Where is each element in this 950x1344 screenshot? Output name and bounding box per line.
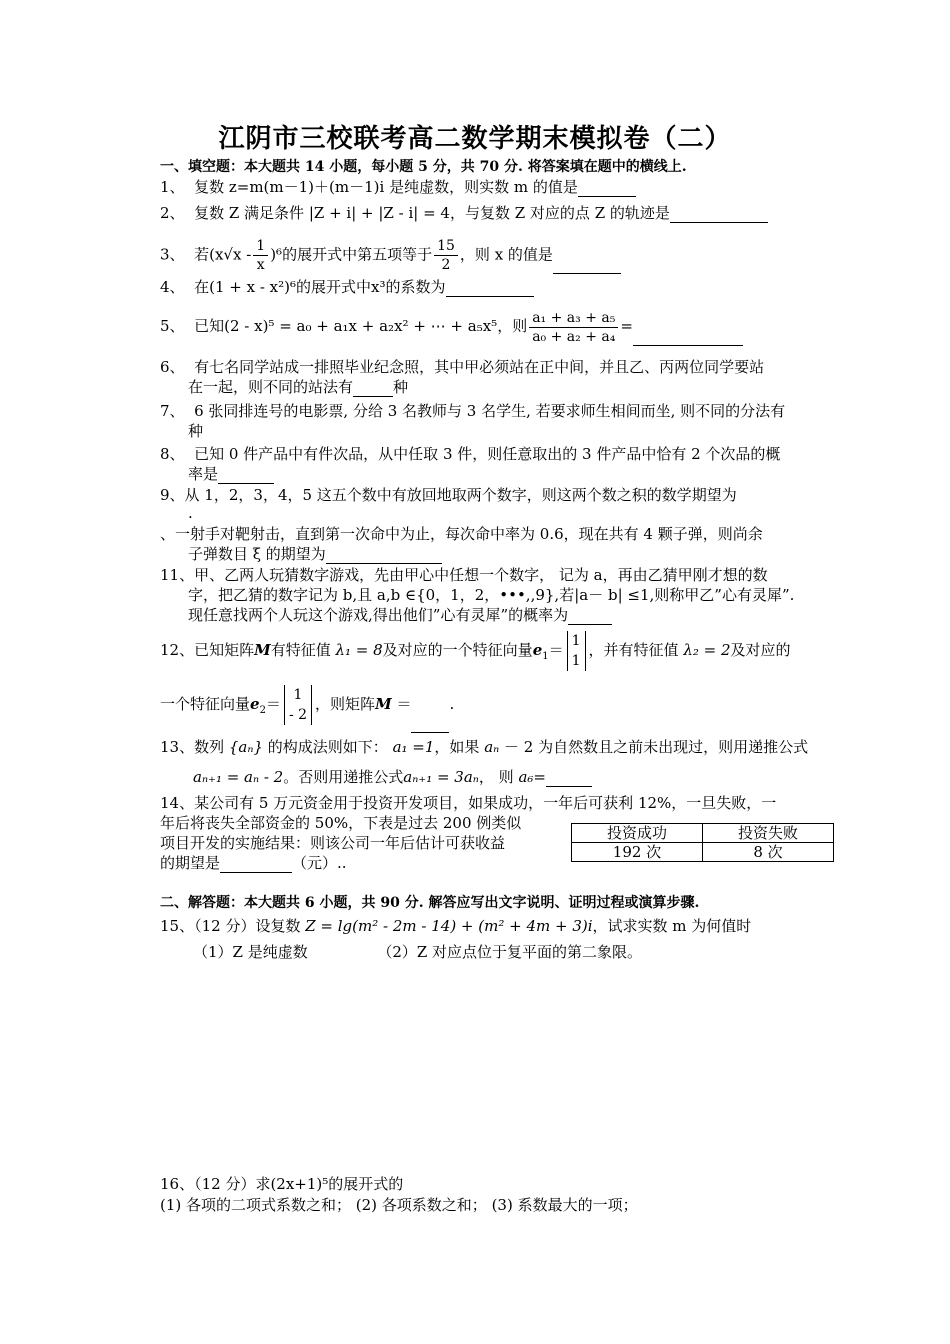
q2-blank[interactable] <box>670 206 768 223</box>
q12-vector-e1-sub: 1 <box>542 651 549 662</box>
q4-text-c: 的系数为 <box>385 278 446 296</box>
q15-text-a: 15、（12 分）设复数 <box>160 917 301 935</box>
q10-line-2: 子弹数目 ξ 的期望为 <box>188 545 326 563</box>
question-14-line2 <box>160 813 521 833</box>
section-2-header: 二、解答题：本大题共 6 小题，共 90 分. 解答应写出文字说明、证明过程或演算步骤. <box>160 895 700 911</box>
question-16 <box>160 1174 403 1194</box>
question-13 <box>160 737 808 757</box>
q3-frac-num: 1 <box>253 237 268 256</box>
question-8 <box>160 444 780 464</box>
q3-fraction <box>253 237 268 274</box>
q3-frac-den: x <box>256 257 265 273</box>
q2-text-b: ，与复数 Z 对应的点 Z 的轨迹是 <box>449 204 670 222</box>
question-2 <box>160 203 768 223</box>
table-cell: 192 次 <box>572 843 703 862</box>
section-1-header: 一、填空题：本大题共 14 小题，每小题 5 分，共 70 分. 将答案填在题中的横线上. <box>160 159 687 175</box>
question-9-cont <box>188 503 193 523</box>
q3-text-c: ，则 x 的值是 <box>459 245 553 264</box>
q13-text-b: 的构成法则如下： <box>267 738 388 756</box>
question-14-line4 <box>160 853 347 873</box>
q4-text-b: 的展开式中 <box>296 278 372 296</box>
q5-frac-num: a₁ + a₃ + a₅ <box>529 309 618 328</box>
q12-text-a: 12、已知矩阵 <box>160 641 255 659</box>
q8-line-2: 率是 <box>188 465 219 483</box>
q13-recurrence-1: aₙ₊₁ = aₙ - 2 <box>193 768 284 786</box>
question-14 <box>160 793 776 813</box>
q3-fraction-2 <box>434 237 458 274</box>
q3-number: 3、 <box>160 245 185 264</box>
q14-blank[interactable] <box>220 856 292 873</box>
q9-line-1: 9、从 1，2，3，4，5 这五个数中有放回地取两个数字，则这两个数之积的数学期望为 <box>160 486 737 504</box>
q12-text-f: 及对应的 <box>730 641 791 659</box>
q12-text-e: ，并有特征值 <box>588 641 679 659</box>
question-6-cont <box>188 377 408 397</box>
q4-term: x³ <box>371 278 386 296</box>
q7-line-2: 种 <box>188 422 204 440</box>
q1-text: 复数 z=m(m－1)＋(m－1)i 是纯虚数，则实数 m 的值是 <box>194 178 578 196</box>
q13-an: aₙ <box>484 738 500 756</box>
q12-eigenvalue-2: λ₂ = 2 <box>683 641 731 659</box>
q5-fraction <box>529 309 618 346</box>
investment-table <box>571 823 834 862</box>
q14-line-2: 年后将丧失全部资金的 50%，下表是过去 200 例类似 <box>160 814 522 832</box>
q10-blank[interactable] <box>326 547 442 564</box>
q15-expression: Z = lg(m² - 2m - 14) + (m² + 4m + 3)i <box>305 917 593 935</box>
question-11 <box>160 565 768 585</box>
q11-line-3: 现任意找两个人玩这个游戏,得出他们”心有灵犀”的概率为 <box>188 606 569 624</box>
q14-line-3: 项目开发的实施结果：则该公司一年后估计可获收益 <box>160 834 506 852</box>
q15-text-b: ，试求实数 m 为何值时 <box>592 917 752 935</box>
q15-part-2: （2）Z 对应点位于复平面的第二象限。 <box>377 943 643 961</box>
q5-expression: (2 - x)⁵ = a₀ + a₁x + a₂x² + ⋯ + a₅x⁵ <box>224 317 498 335</box>
question-9 <box>160 485 737 505</box>
table-header-cell: 投资失败 <box>703 824 834 843</box>
q12-matrix-2 <box>284 685 312 725</box>
q16-line-2: (1) 各项的二项式系数之和； (2) 各项系数之和； (3) 系数最大的一项； <box>160 1196 638 1214</box>
q6-line-2-end: 种 <box>393 378 409 396</box>
q6-line-2: 在一起，则不同的站法有 <box>188 378 354 396</box>
q10-line-1: 、一射手对靶射击，直到第一次命中为止，每次命中率为 0.6，现在共有 4 颗子弹，则尚余 <box>160 525 763 543</box>
table-cell: 8 次 <box>703 843 834 862</box>
question-5 <box>160 308 743 346</box>
q12-m1-top: 1 <box>571 633 581 649</box>
question-10-cont <box>188 544 442 564</box>
question-13-cont <box>193 767 592 787</box>
q12-vector-e2: e <box>250 695 260 713</box>
q6-number: 6、 <box>160 358 185 376</box>
q11-line-2: 字，把乙猜的数字记为 b,且 a,b ∈{0，1，2，•••,,9},若|a－ b| ≤1,则称甲乙”心有灵犀”. <box>188 586 795 604</box>
q12-eigenvalue-1: λ₁ = 8 <box>335 641 383 659</box>
q13-sequence: {aₙ} <box>228 738 263 756</box>
q12-blank[interactable] <box>411 716 449 733</box>
q3-expression: (x√x - <box>209 245 252 264</box>
q13-text-a: 13、数列 <box>160 738 225 756</box>
q12-eq-3: ＝ <box>396 695 412 713</box>
q6-line-1: 有七名同学站成一排照毕业纪念照，其中甲必须站在正中间，并且乙、丙两位同学要站 <box>194 358 765 376</box>
q5-frac-den: a₀ + a₂ + a₄ <box>532 328 616 345</box>
q13-recurrence-2: aₙ₊₁ = 3aₙ <box>403 768 479 786</box>
question-12-cont <box>160 682 454 733</box>
q3-text-a: 若 <box>194 245 210 264</box>
q12-eq-2: ＝ <box>265 695 281 713</box>
q4-number: 4、 <box>160 278 185 296</box>
q6-blank[interactable] <box>353 380 393 397</box>
q2-expression: |Z + i| + |Z - i| = 4 <box>308 204 450 222</box>
q5-equals: = <box>620 317 633 335</box>
question-11-line3 <box>188 605 612 625</box>
q14-line-4b: （元）.. <box>292 854 347 872</box>
q8-line-1: 已知 0 件产品中有件次品，从中任取 3 件，则任意取出的 3 件产品中恰有 2 个次品的概 <box>194 445 781 463</box>
q12-matrix-symbol-2: M <box>375 695 392 713</box>
q12-vector-e2-sub: 2 <box>259 705 266 716</box>
q7-line-1: 6 张同排连号的电影票, 分给 3 名教师与 3 名学生, 若要求师生相间而坐, 则不同的分法有 <box>194 402 786 420</box>
question-11-line2 <box>188 585 794 605</box>
q12-m2-top: 1 <box>293 687 303 703</box>
q5-number: 5、 <box>160 317 185 335</box>
q1-blank[interactable] <box>578 180 636 197</box>
q4-text-a: 在 <box>194 278 210 296</box>
q13-a6: a₆ <box>518 768 534 786</box>
q2-text-a: 复数 Z 满足条件 <box>194 204 305 222</box>
q3-text-b: 的展开式中第五项等于 <box>282 245 433 264</box>
q12-matrix-1 <box>567 631 586 671</box>
q12-vector-e1: e <box>532 641 543 659</box>
q12-m1-bottom: 1 <box>571 653 581 669</box>
question-6 <box>160 357 764 377</box>
q8-number: 8、 <box>160 445 185 463</box>
q13-text-f: ， 则 <box>478 768 514 786</box>
q13-text-c: ，如果 <box>434 738 480 756</box>
page-title: 江阴市三校联考高二数学期末模拟卷（二） <box>218 124 732 154</box>
q8-blank[interactable] <box>218 467 274 484</box>
q7-number: 7、 <box>160 402 185 420</box>
q14-line-4a: 的期望是 <box>160 854 221 872</box>
q13-equals: = <box>533 768 546 786</box>
table-row <box>572 824 834 843</box>
q12-end: . <box>449 695 455 713</box>
q12-text-g: 一个特征向量 <box>160 695 251 713</box>
q12-text-k: ，则矩阵 <box>315 695 376 713</box>
table-row <box>572 843 834 862</box>
q13-blank[interactable] <box>546 770 592 787</box>
q15-part-1: （1）Z 是纯虚数 <box>193 943 308 961</box>
question-12 <box>160 628 791 679</box>
q11-blank[interactable] <box>568 608 612 625</box>
q12-eq-1: ＝ <box>548 641 564 659</box>
q5-text-b: ，则 <box>497 317 528 335</box>
q13-text-d: － 2 为自然数且之前未出现过，则用递推公式 <box>504 738 809 756</box>
question-15 <box>160 916 751 936</box>
question-3 <box>160 237 621 274</box>
table-header-cell: 投资成功 <box>572 824 703 843</box>
question-7 <box>160 401 785 421</box>
q4-blank[interactable] <box>446 280 534 297</box>
q3-frac2-num: 15 <box>434 237 458 256</box>
question-10 <box>160 524 763 544</box>
q3-power: )⁶ <box>270 245 283 264</box>
q12-text-c: 及对应的一个特征向量 <box>382 641 533 659</box>
question-14-line3 <box>160 833 505 853</box>
q12-m2-bottom: - 2 <box>288 707 308 723</box>
question-16-parts <box>160 1195 638 1215</box>
q11-line-1: 11、甲、乙两人玩猜数字游戏，先由甲心中任想一个数字， 记为 a，再由乙猜甲刚才想的数 <box>160 566 768 584</box>
q13-text-e: 。否则用递推公式 <box>283 768 404 786</box>
q12-text-b: 有特征值 <box>270 641 331 659</box>
question-1 <box>160 177 636 197</box>
question-15-parts <box>193 942 642 962</box>
question-8-cont <box>188 464 274 484</box>
q3-frac2-den: 2 <box>441 257 451 273</box>
q12-matrix-symbol: M <box>254 641 271 659</box>
q14-line-1: 14、某公司有 5 万元资金用于投资开发项目，如果成功，一年后可获利 12%，一旦失败，一 <box>160 794 777 812</box>
q5-text-a: 已知 <box>194 317 225 335</box>
q4-expression: (1 + x - x²)⁶ <box>209 278 297 296</box>
q13-a1: a₁ =1 <box>392 738 435 756</box>
q16-line-1: 16、（12 分）求(2x+1)⁵的展开式的 <box>160 1175 404 1193</box>
question-7-cont <box>188 421 203 441</box>
q3-blank[interactable] <box>553 257 621 274</box>
q2-number: 2、 <box>160 204 185 222</box>
q5-blank[interactable] <box>633 329 743 346</box>
q9-line-2: . <box>188 504 193 522</box>
question-4 <box>160 277 534 297</box>
q1-number: 1、 <box>160 178 185 196</box>
